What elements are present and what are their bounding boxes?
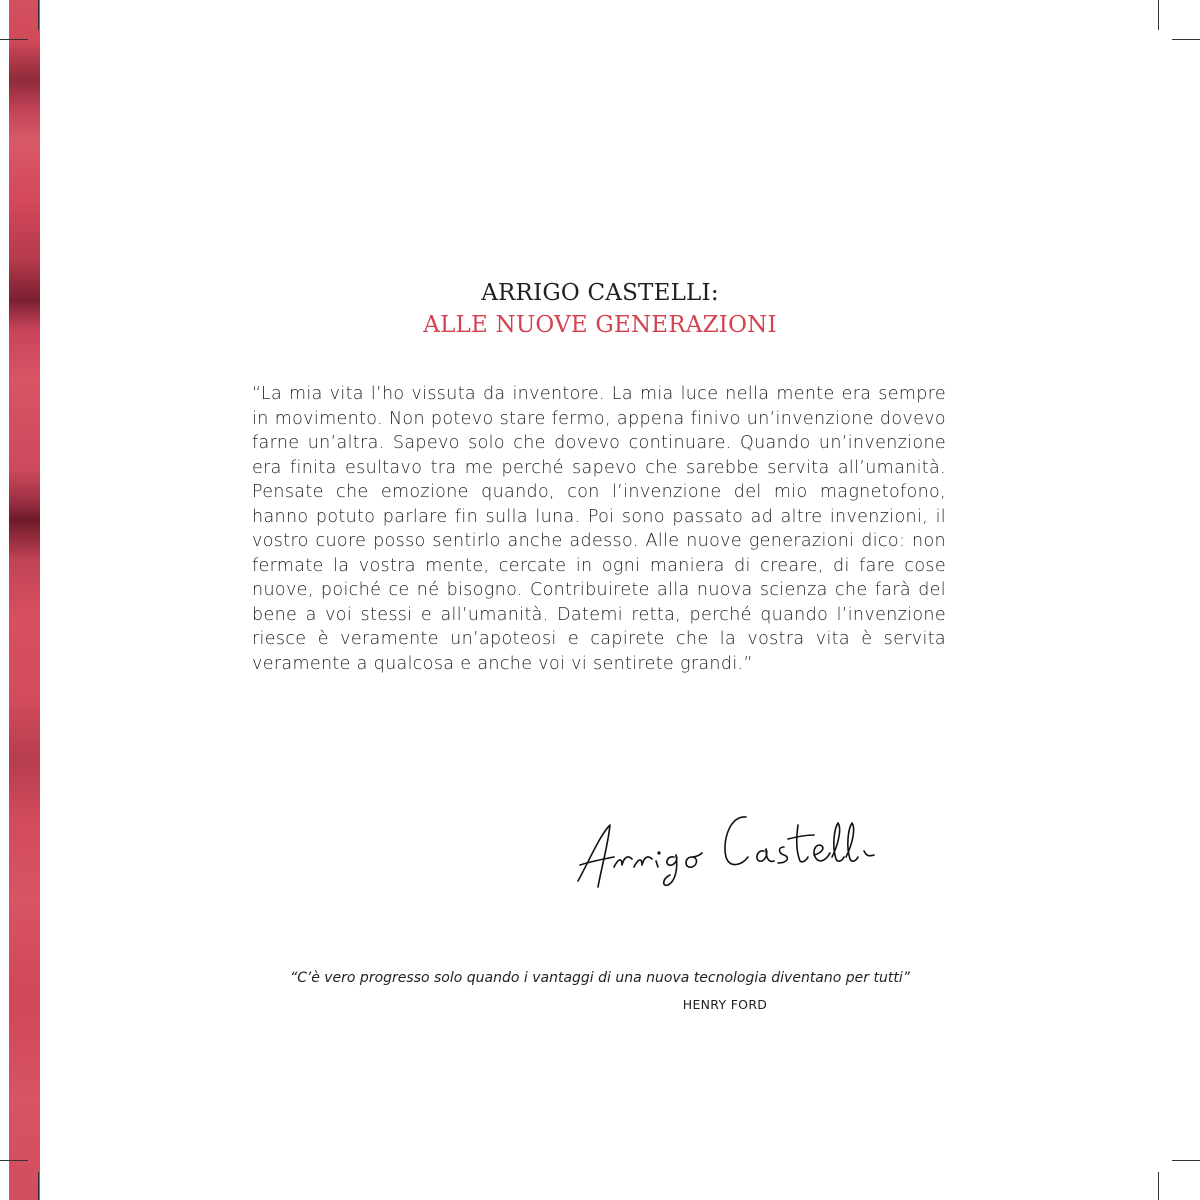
crop-mark xyxy=(38,0,39,30)
handwritten-signature xyxy=(570,795,890,895)
page-title: ARRIGO CASTELLI: xyxy=(481,280,719,306)
crop-mark xyxy=(1172,1160,1200,1161)
epigraph-quote: “C’è vero progresso solo quando i vantaggi di una nuova tecnologia diventano per tutti” xyxy=(290,970,910,986)
crop-mark xyxy=(0,39,28,40)
crop-mark xyxy=(1158,1172,1159,1200)
body-paragraph: “La mia vita l’ho vissuta da inventore. La mia luce nella mente era sempre in movimento. Non potevo stare fermo, appena finivo un’invenzione dovevo farne un’altra. Sapevo solo che dovevo continuare. Quando un’invenzione era finita esultavo tra me perché sapevo che sarebbe servita all’umanità. Pensate che emozione quando, con l’invenzione del mio magnetofono, hanno potuto parlare fin sulla luna. Poi sono passato ad altre invenzioni, il vostro cuore posso sentirlo anche adesso. Alle nuove generazioni dico: non fermate la vostra mente, cercate in ogni maniera di creare, di fare cose nuove, poiché ce né bisogno. Contribuirete alla nuova scienza che farà del bene a voi stessi e all’umanità. Datemi retta, perché quando l’invenzione riesce è veramente un’apoteosi e capirete che la vostra vita è servita veramente a qualcosa e anche voi vi sentirete grandi.” xyxy=(252,384,946,674)
page-subtitle: ALLE NUOVE GENERAZIONI xyxy=(423,312,777,338)
crop-mark xyxy=(38,1172,39,1200)
crop-mark xyxy=(1172,39,1200,40)
crop-mark xyxy=(0,1160,28,1161)
decorative-side-strip xyxy=(9,0,40,1200)
crop-mark xyxy=(1158,0,1159,30)
epigraph-author: HENRY FORD xyxy=(682,997,768,1012)
